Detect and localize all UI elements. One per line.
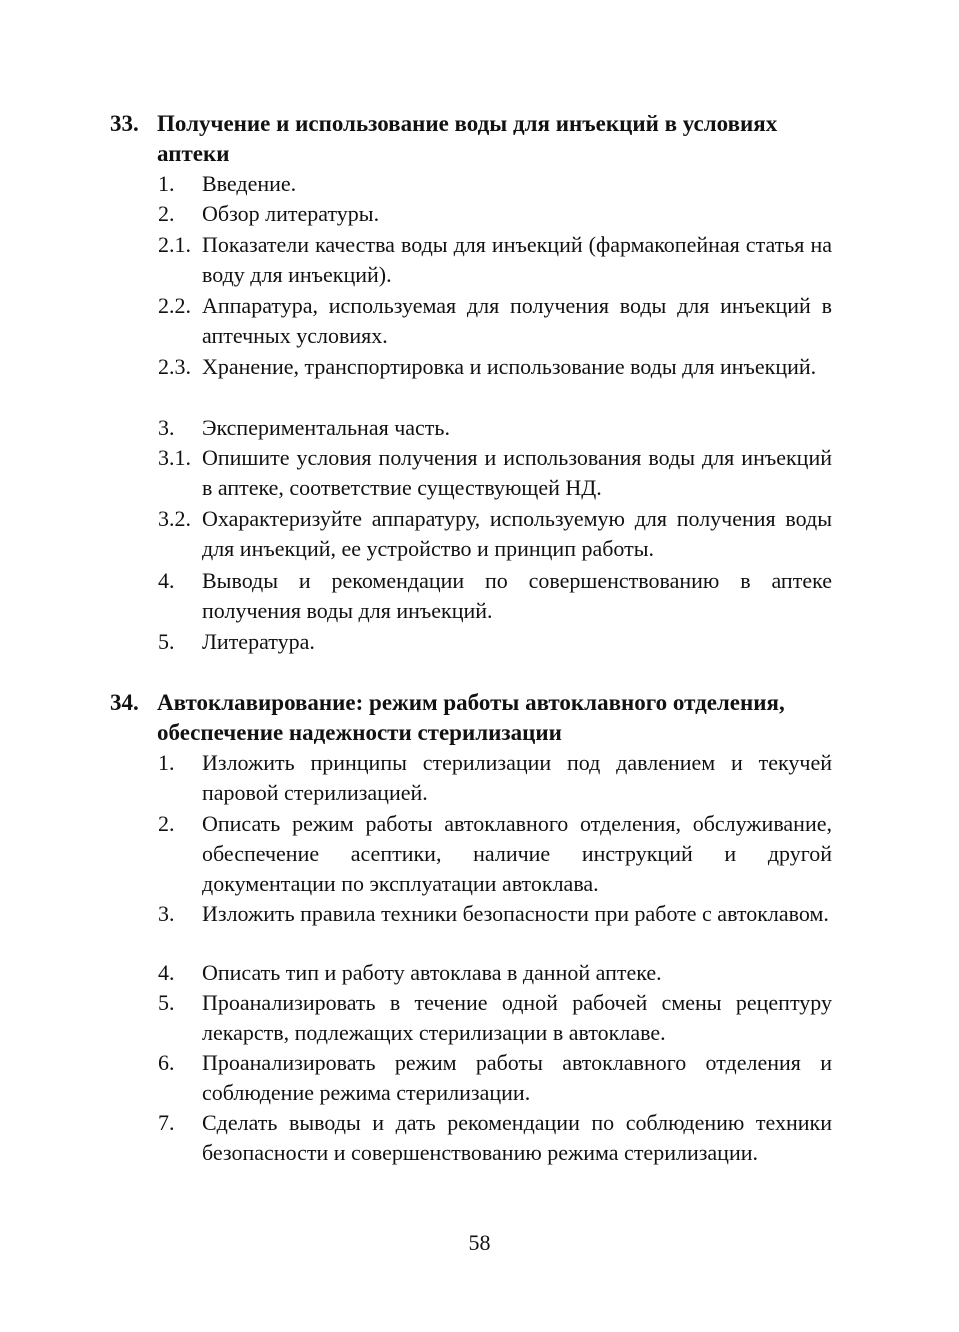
section-title: Получение и использование воды для инъекций в условиях аптеки xyxy=(157,111,778,166)
page-number: 58 xyxy=(468,1230,491,1255)
item-text: Изложить правила техники безопасности при работе с автоклавом. xyxy=(202,901,829,926)
item-text: Описать режим работы автоклавного отделения, обслуживание, обеспечение асептики, наличие инструкций и другой документации по эксплуатации автоклава. xyxy=(202,811,832,896)
item-text: Сделать выводы и дать рекомендации по соблюдению техники безопасности и совершенствованию режима стерилизации. xyxy=(202,1110,832,1165)
item-number: 2.1. xyxy=(158,232,191,257)
item-text: Введение. xyxy=(202,171,297,196)
item-text: Изложить принципы стерилизации под давлением и текучей паровой стерилизацией. xyxy=(202,750,832,805)
item-text: Аппаратура, используемая для получения воды для инъекций в аптечных условиях. xyxy=(202,293,832,348)
item-number: 5. xyxy=(158,629,175,654)
item-number: 5. xyxy=(158,990,175,1015)
item-number: 4. xyxy=(158,568,175,593)
item-text: Хранение, транспортировка и использование воды для инъекций. xyxy=(202,354,817,379)
item-number: 1. xyxy=(158,171,175,196)
item-text: Литература. xyxy=(202,629,315,654)
item-number: 3. xyxy=(158,415,175,440)
item-number: 6. xyxy=(158,1050,175,1075)
section-number: 33. xyxy=(110,111,139,136)
item-text: Показатели качества воды для инъекций (фармакопейная статья на воду для инъекций). xyxy=(202,232,832,287)
item-text: Проанализировать режим работы автоклавного отделения и соблюдение режима стерилизации. xyxy=(202,1050,832,1105)
item-number: 3. xyxy=(158,901,175,926)
item-text: Экспериментальная часть. xyxy=(202,415,450,440)
item-number: 2. xyxy=(158,811,175,836)
item-number: 2. xyxy=(158,201,175,226)
item-number: 7. xyxy=(158,1110,175,1135)
item-number: 3.2. xyxy=(158,506,191,531)
item-number: 3.1. xyxy=(158,445,191,470)
item-text: Опишите условия получения и использования воды для инъекций в аптеке, соответствие существующей НД. xyxy=(202,445,832,500)
item-number: 2.3. xyxy=(158,354,191,379)
item-number: 2.2. xyxy=(158,293,191,318)
item-text: Проанализировать в течение одной рабочей смены рецептуру лекарств, подлежащих стерилизации в автоклаве. xyxy=(202,990,832,1045)
item-text: Охарактеризуйте аппаратуру, используемую для получения воды для инъекций, ее устройство и принцип работы. xyxy=(202,506,832,561)
item-number: 4. xyxy=(158,960,175,985)
section-title: Автоклавирование: режим работы автоклавного отделения, обеспечение надежности стерилизации xyxy=(157,690,785,745)
item-text: Обзор литературы. xyxy=(202,201,380,226)
item-number: 1. xyxy=(158,750,175,775)
section-number: 34. xyxy=(110,690,139,715)
item-text: Выводы и рекомендации по совершенствованию в аптеке получения воды для инъекций. xyxy=(202,568,832,623)
item-text: Описать тип и работу автоклава в данной аптеке. xyxy=(202,960,662,985)
